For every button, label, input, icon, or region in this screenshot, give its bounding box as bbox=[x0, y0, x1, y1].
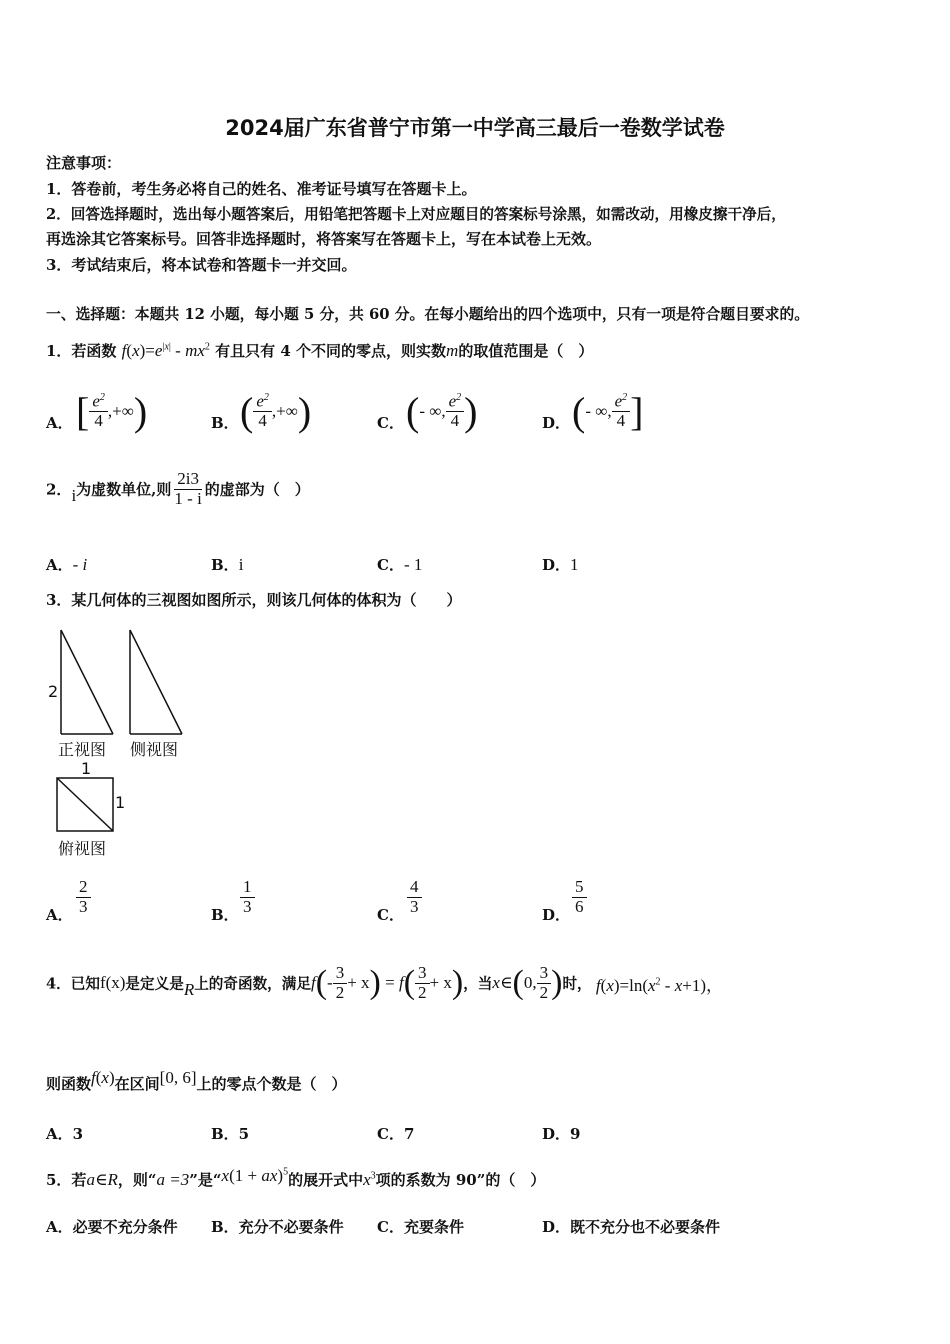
q2-option-a: A．- i bbox=[46, 555, 88, 574]
q1-option-a: [ $\frac{e^2}{4}$ ,+∞) bbox=[76, 389, 148, 434]
notice-line-3: 再选涂其它答案标号。回答非选择题时，将答案写在答题卡上，写在本试卷上无效。 bbox=[46, 230, 602, 248]
q2-option-d: D．1 bbox=[542, 555, 579, 574]
q5-option-d: D．既不充分也不必要条件 bbox=[542, 1218, 721, 1236]
q3-option-a-label: A． bbox=[46, 906, 73, 924]
q1-option-d: (- ∞, $\frac{e^2}{4}$ ] bbox=[572, 389, 644, 434]
q1-option-b: ( $\frac{e^2}{4}$ ,+∞) bbox=[240, 389, 312, 434]
top-view-label: 俯视图 bbox=[58, 839, 107, 858]
q3-stem: 3．某几何体的三视图如图所示，则该几何体的体积为（ ） bbox=[46, 591, 462, 609]
q4-option-b: B．5 bbox=[211, 1125, 250, 1143]
section-heading: 一、选择题：本题共 12 小题，每小题 5 分，共 60 分。在每小题给出的四个选项中，只有一项是符合题目要求的。 bbox=[46, 306, 810, 323]
q1-option-a-label: A． bbox=[46, 414, 73, 432]
q4-option-a: A．3 bbox=[46, 1125, 84, 1143]
q2-option-c: C．- 1 bbox=[377, 555, 423, 574]
q1-option-b-label: B． bbox=[211, 414, 239, 432]
notice-line-1: 1．答卷前，考生务必将自己的姓名、准考证号填写在答题卡上。 bbox=[46, 180, 477, 198]
notice-line-2: 2．回答选择题时，选出每小题答案后，用铅笔把答题卡上对应题目的答案标号涂黑，如需改动，用橡皮擦干净后， bbox=[46, 206, 786, 223]
width-label: 1 bbox=[81, 759, 92, 778]
q1-formula: $f(x)=e^{|x|} - mx^2$ bbox=[121, 341, 210, 360]
q4-option-c: C．7 bbox=[377, 1125, 415, 1143]
q4-stem: 4．已知f(x)是定义是R上的奇函数，满足f(- $\frac{3}{2}$ + x) = f( $\frac{3}{2}$ + x)，当x∈(0, $\frac{3}{2}$ )时， $f(x)=\ln(x^2 - x+1)$， bbox=[46, 963, 724, 1002]
q2-stem: 2．i为虚数单位,则 $\frac{2i3}{1 - i}$ 的虚部为（ ） bbox=[46, 469, 310, 508]
side-view-label: 侧视图 bbox=[130, 740, 179, 759]
q2-option-b: B．i bbox=[211, 555, 244, 574]
q5-option-a: A．必要不充分条件 bbox=[46, 1218, 178, 1236]
side-view bbox=[130, 630, 182, 734]
q3-option-c-label: C． bbox=[377, 906, 404, 924]
q4-option-d: D．9 bbox=[542, 1125, 581, 1143]
q3-option-d-label: D． bbox=[542, 906, 571, 924]
q5-option-b: B．充分不必要条件 bbox=[211, 1218, 344, 1236]
q5-stem: 5．若a∈R，则“a =3”是“x(1 + ax)$^5$的展开式中$x^3$项的系数为 90”的（ ） bbox=[46, 1166, 546, 1189]
height-label: 2 bbox=[48, 682, 59, 701]
q3-option-b: $\frac{1}{3}$ bbox=[240, 878, 255, 916]
front-view-label: 正视图 bbox=[58, 740, 107, 759]
q3-option-b-label: B． bbox=[211, 906, 239, 924]
page-title: 2024届广东省普宁市第一中学高三最后一卷数学试卷 bbox=[225, 116, 725, 140]
q1-option-d-label: D． bbox=[542, 414, 571, 432]
notice-heading: 注意事项： bbox=[46, 154, 122, 172]
q5-option-c: C．充要条件 bbox=[377, 1218, 464, 1236]
q3-option-c: $\frac{4}{3}$ bbox=[407, 878, 422, 916]
top-view bbox=[57, 778, 113, 831]
q1-stem: 1．若函数 $f(x)=e^{|x|} - mx^2$ 有且只有 4 个不同的零点，则实数m的取值范围是（ ） bbox=[46, 341, 594, 360]
depth-label: 1 bbox=[115, 793, 126, 812]
q3-option-a: $\frac{2}{3}$ bbox=[76, 878, 91, 916]
front-view bbox=[61, 630, 113, 734]
q3-option-d: $\frac{5}{6}$ bbox=[572, 878, 587, 916]
q4-stem-line2: 则函数f(x)在区间[0, 6]上的零点个数是（ ） bbox=[46, 1068, 347, 1093]
q1-option-c-label: C． bbox=[377, 414, 404, 432]
q1-option-c: (- ∞, $\frac{e^2}{4}$ ) bbox=[406, 389, 478, 434]
notice-line-4: 3．考试结束后，将本试卷和答题卡一并交回。 bbox=[46, 256, 357, 274]
